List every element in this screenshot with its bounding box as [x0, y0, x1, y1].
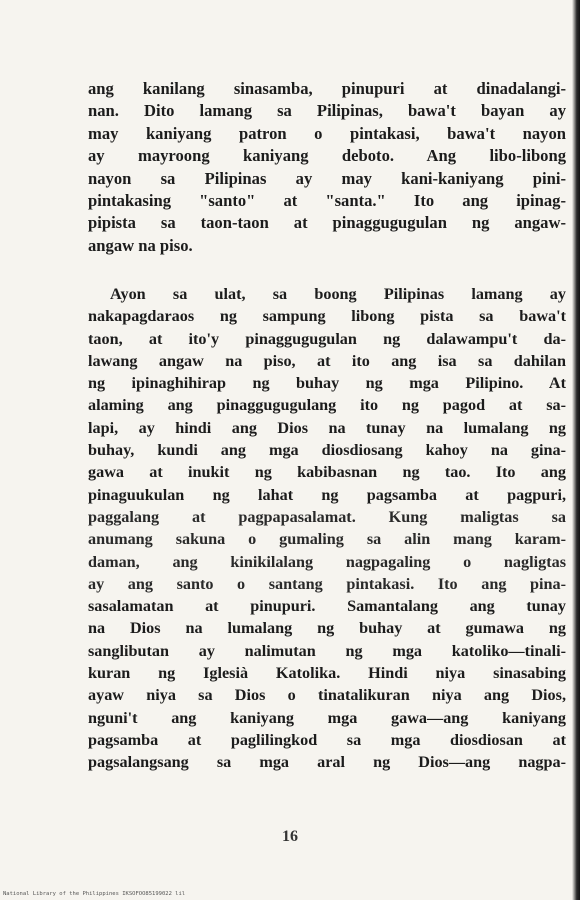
page-number: 16 — [282, 828, 298, 845]
paragraph-line: daman, ang kinikilalang nagpagaling o nagligtas — [88, 552, 566, 571]
paragraph-line: pipista sa taon-taon at pinaggugugulan ng angaw- — [88, 213, 566, 233]
paragraph-line: pagsalangsang sa mga aral ng Dios—ang nagpa- — [88, 753, 566, 772]
paragraph-line: ay ang santo o santang pintakasi. Ito ang pina- — [88, 574, 566, 593]
paragraph-line: kuran ng Iglesià Katolika. Hindi niya sinasabing — [88, 664, 566, 683]
paragraph-line: ang kanilang sinasamba, pinupuri at dinadalangi- — [88, 79, 566, 98]
paragraph-line: sasalamatan at pinupuri. Samantalang ang tunay — [88, 597, 566, 616]
paragraph-line: may kaniyang patron o pintakasi, bawa't nayon — [88, 123, 566, 143]
paragraph-line: na Dios na lumalang ng buhay at gumawa ng — [88, 619, 566, 638]
paragraph-2 — [88, 283, 566, 774]
paragraph-line: gawa at inukit ng kabibasnan ng tao. Ito ang — [88, 463, 566, 482]
library-footer-stamp: National Library of the Philippines IKSOFOO85199022 lil — [3, 891, 186, 897]
paragraph-line: nguni't ang kaniyang mga gawa—ang kaniyang — [88, 708, 566, 727]
paragraph-line: taon, at ito'y pinaggugugulan ng dalawampu't da- — [88, 329, 566, 348]
paragraph-line: nakapagdaraos ng sampung libong pista sa bawa't — [88, 307, 566, 326]
paragraph-line: ng ipinaghihirap ng buhay ng mga Pilipino. At — [88, 374, 566, 393]
paragraph-line: pinaguukulan ng lahat ng pagsamba at pagpuri, — [88, 485, 566, 504]
paragraph-1 — [88, 78, 566, 257]
paragraph-line: Ayon sa ulat, sa boong Pilipinas lamang ay — [110, 285, 566, 303]
paragraph-line: nayon sa Pilipinas ay may kani-kaniyang pini- — [88, 168, 566, 188]
paragraph-line: ayaw niya sa Dios o tinatalikuran niya ang Dios, — [88, 686, 566, 705]
paragraph-line: angaw na piso. — [88, 235, 193, 255]
paragraph-line: ay mayroong kaniyang deboto. Ang libo-libong — [88, 146, 566, 166]
paragraph-line: lapi, ay hindi ang Dios na tunay na lumalang ng — [88, 418, 566, 437]
paragraph-line: buhay, kundi ang mga diosdiosang kahoy na gina- — [88, 441, 566, 460]
paragraph-line: alaming ang pinaggugugulang ito ng pagod at sa- — [88, 396, 566, 415]
page-edge-shadow — [572, 0, 580, 900]
paragraph-line: pagsamba at paglilingkod sa mga diosdiosan at — [88, 730, 566, 749]
paragraph-line: sanglibutan ay nalimutan ng mga katoliko—tinali- — [88, 641, 566, 660]
paragraph-line: anumang sakuna o gumaling sa alin mang karam- — [88, 530, 566, 549]
paragraph-line: lawang angaw na piso, at ito ang isa sa dahilan — [88, 351, 566, 370]
paragraph-line: pintakasing "santo" at "santa." Ito ang ipinag- — [88, 191, 566, 211]
paragraph-line: nan. Dito lamang sa Pilipinas, bawa't bayan ay — [88, 101, 566, 121]
paragraph-line: paggalang at pagpapasalamat. Kung maligtas sa — [88, 507, 566, 526]
